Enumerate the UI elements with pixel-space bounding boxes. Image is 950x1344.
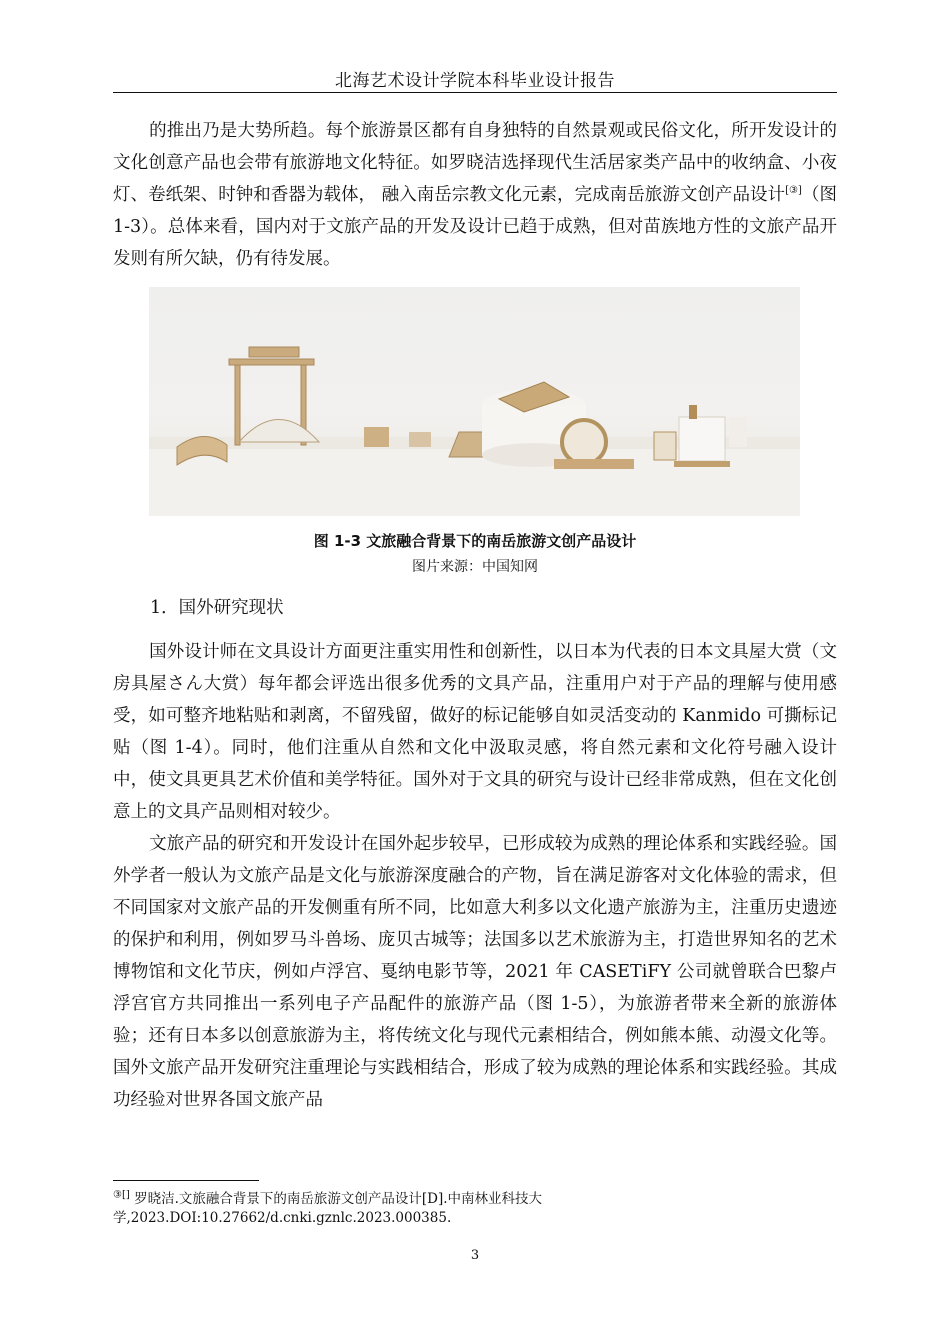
figure-photo-product-display (149, 287, 800, 516)
page-number: 3 (470, 1248, 480, 1263)
product-photo-illustration (149, 287, 800, 516)
paragraph-text: 的推出乃是大势所趋。每个旅游景区都有自身独特的自然景观或民俗文化，所开发设计的文化创意产品也会带有旅游地文化特征。如罗晓洁选择现代生活居家类产品中的收纳盒、小夜灯、卷纸架、时钟和香器为载体， 融入南岳宗教文化元素，完成南岳旅游文创产品设计 (113, 121, 837, 205)
citation-ref[interactable]: [③] (785, 185, 802, 197)
footnote-marker: ③[] (113, 1189, 130, 1201)
paragraph-text: （图 1-3）。总体来看，国内对于文旅产品的开发及设计已趋于成熟，但对苗族地方性的文旅产品开发则有所欠缺，仍有待发展。 (113, 185, 837, 269)
footnote (113, 1190, 713, 1228)
section-heading: 1．国外研究现状 (150, 598, 284, 618)
body-paragraph-2 (113, 636, 837, 828)
figure-caption: 图 1-3 文旅融合背景下的南岳旅游文创产品设计 (313, 532, 637, 550)
paragraph-text: 文旅产品的研究和开发设计在国外起步较早，已形成较为成熟的理论体系和实践经验。国外学者一般认为文旅产品是文化与旅游深度融合的产物，旨在满足游客对文化体验的需求，但不同国家对文旅产品的开发侧重有所不同，比如意大利多以文化遗产旅游为主，注重历史遗迹的保护和利用，例如罗马斗兽场、庞贝古城等；法国多以艺术旅游为主，打造世界知名的艺术博物馆和文化节庆，例如卢浮宫、戛纳电影节等，2021 年 CASETiFY 公司就曾联合巴黎卢浮宫官方共同推出一系列电子产品配件的旅游产品（图 1-5），为旅游者带来全新的旅游体验；还有日本多以创意旅游为主，将传统文化与现代元素相结合，例如熊本熊、动漫文化等。国外文旅产品开发研究注重理论与实践相结合，形成了较为成熟的理论体系和实践经验。其成功经验对世界各国文旅产品 (113, 834, 837, 1110)
figure-source: 图片来源：中国知网 (412, 559, 538, 575)
footnote-text: 罗晓洁.文旅融合背景下的南岳旅游文创产品设计[D].中南林业科技大学,2023.DOI:10.27662/d.cnki.gznlc.2023.000385. (113, 1191, 543, 1226)
paragraph-text: 国外设计师在文具设计方面更注重实用性和创新性，以日本为代表的日本文具屋大赏（文房具屋さん大赏）每年都会评选出很多优秀的文具产品，注重用户对于产品的理解与使用感受，如可整齐地粘贴和剥离，不留残留，做好的标记能够自如灵活变动的 Kanmido 可撕标记贴（图 1-4）。同时，他们注重从自然和文化中汲取灵感，将自然元素和文化符号融入设计中，使文具更具艺术价值和美学特征。国外对于文具的研究与设计已经非常成熟，但在文化创意上的文具产品则相对较少。 (113, 642, 837, 822)
running-header: 北海艺术设计学院本科毕业设计报告 (335, 71, 615, 91)
body-paragraph-3 (113, 828, 837, 1116)
body-paragraph-1 (113, 115, 837, 275)
header-rule (113, 92, 837, 93)
footnote-rule (113, 1180, 259, 1181)
